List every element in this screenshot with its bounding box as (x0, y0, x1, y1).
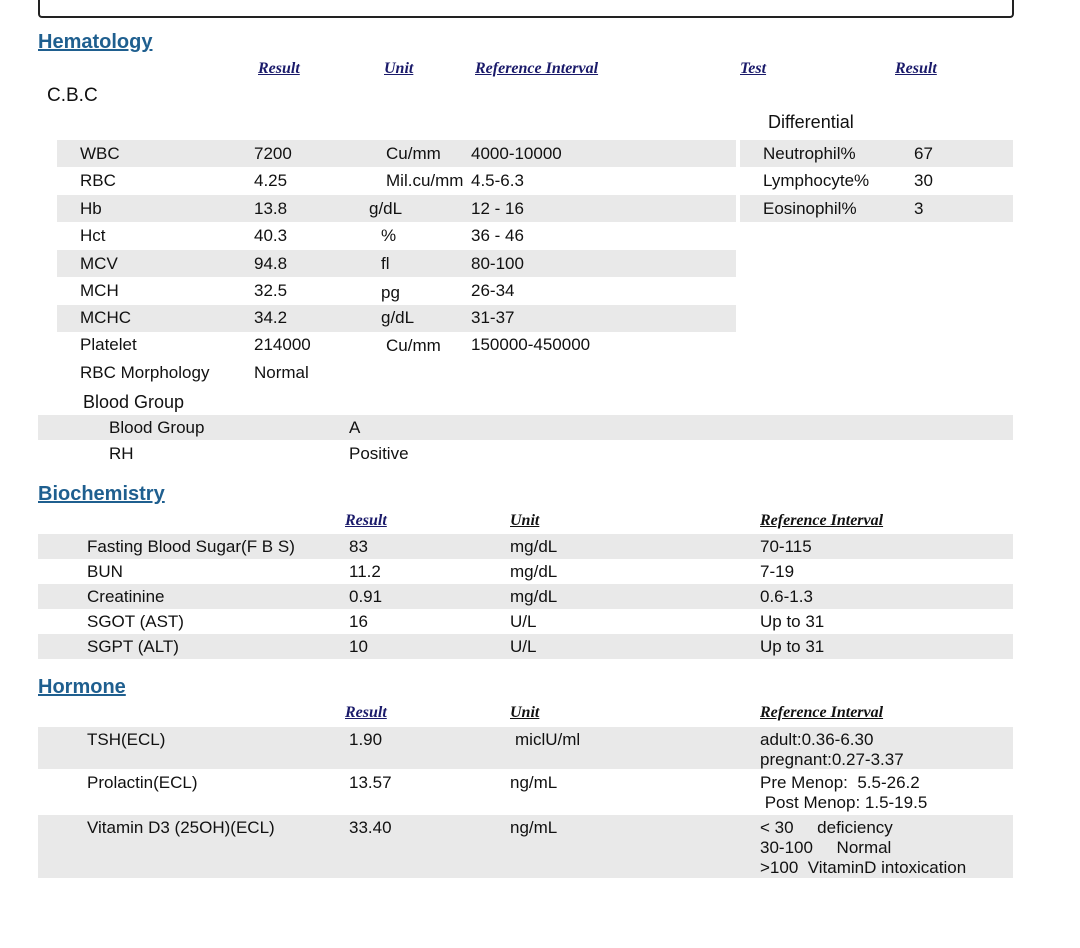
test-name: TSH(ECL) (87, 730, 166, 749)
test-reference: Pre Menop: 5.5-26.2 Post Menop: 1.5-19.5 (760, 773, 928, 812)
test-result: 94.8 (254, 254, 288, 273)
test-name: Platelet (80, 335, 137, 354)
section-title-hematology: Hematology (38, 31, 153, 53)
test-reference: 4.5-6.3 (471, 171, 524, 190)
column-header-result: Result (258, 60, 300, 77)
test-unit: Cu/mm (386, 144, 441, 163)
report-header-box (38, 0, 1014, 18)
column-header-result-differential: Result (895, 60, 937, 77)
test-reference: 150000-450000 (471, 335, 591, 354)
test-unit: g/dL (369, 199, 403, 218)
test-name: RBC Morphology (80, 363, 210, 382)
test-unit: Cu/mm (386, 336, 441, 355)
test-unit: U/L (510, 637, 537, 656)
test-unit: miclU/ml (515, 730, 581, 749)
row-band (57, 250, 736, 277)
test-name: Creatinine (87, 587, 165, 606)
section-title-biochemistry: Biochemistry (38, 483, 165, 505)
test-reference: 31-37 (471, 308, 515, 327)
blood-group-result: Positive (349, 444, 409, 463)
test-result: 16 (349, 612, 368, 631)
test-name: SGOT (AST) (87, 612, 184, 631)
test-result: 13.57 (349, 773, 392, 792)
test-name: MCH (80, 281, 119, 300)
test-result: 40.3 (254, 226, 288, 245)
test-result: 4.25 (254, 171, 288, 190)
blood-group-result: A (349, 418, 361, 437)
test-reference: 0.6-1.3 (760, 587, 813, 606)
test-name: Vitamin D3 (25OH)(ECL) (87, 818, 275, 837)
test-unit: mg/dL (510, 587, 558, 606)
differential-test: Eosinophil% (763, 199, 857, 218)
test-result: Normal (254, 363, 309, 382)
test-result: 11.2 (349, 562, 381, 581)
column-header-result: Result (345, 704, 387, 721)
test-reference: 4000-10000 (471, 144, 562, 163)
column-header-unit: Unit (510, 512, 540, 529)
test-reference: 12 - 16 (471, 199, 524, 218)
differential-test: Lymphocyte% (763, 171, 870, 190)
test-name: Fasting Blood Sugar(F B S) (87, 537, 295, 556)
test-result: 83 (349, 537, 368, 556)
test-reference: Up to 31 (760, 637, 825, 656)
test-name: MCHC (80, 308, 131, 327)
test-unit: Mil.cu/mm (386, 171, 464, 190)
test-name: RBC (80, 171, 116, 190)
test-unit: ng/mL (510, 818, 558, 837)
test-result: 13.8 (254, 199, 288, 218)
test-reference: < 30 deficiency 30-100 Normal >100 VitaminD intoxication (760, 818, 967, 877)
test-reference: Up to 31 (760, 612, 825, 631)
test-name: SGPT (ALT) (87, 637, 179, 656)
test-result: 214000 (254, 335, 311, 354)
test-reference: 36 - 46 (471, 226, 524, 245)
blood-group-test: RH (109, 444, 134, 463)
blood-group-title: Blood Group (83, 392, 185, 412)
test-unit: U/L (510, 612, 537, 631)
test-unit: % (381, 226, 397, 245)
test-result: 34.2 (254, 308, 288, 327)
column-header-result: Result (345, 512, 387, 529)
differential-result: 67 (914, 144, 933, 163)
differential-result: 3 (914, 199, 924, 218)
column-header-reference-interval: Reference Interval (475, 60, 599, 77)
test-result: 0.91 (349, 587, 383, 606)
test-name: Prolactin(ECL) (87, 773, 198, 792)
test-name: Hct (80, 226, 106, 245)
differential-test: Neutrophil% (763, 144, 856, 163)
test-name: WBC (80, 144, 120, 163)
test-unit: mg/dL (510, 537, 558, 556)
test-reference: 80-100 (471, 254, 524, 273)
test-reference: 70-115 (760, 537, 812, 556)
test-result: 7200 (254, 144, 292, 163)
test-result: 10 (349, 637, 368, 656)
column-header-reference-interval: Reference Interval (760, 704, 884, 721)
test-result: 32.5 (254, 281, 288, 300)
column-header-unit: Unit (510, 704, 540, 721)
test-unit: mg/dL (510, 562, 558, 581)
test-reference: adult:0.36-6.30 pregnant:0.27-3.37 (760, 730, 904, 769)
differential-title: Differential (768, 112, 854, 132)
test-unit: g/dL (381, 308, 415, 327)
cbc-title: C.B.C (47, 85, 98, 106)
test-unit: fl (381, 254, 390, 273)
column-header-unit: Unit (384, 60, 414, 77)
differential-result: 30 (914, 171, 933, 190)
test-name: MCV (80, 254, 118, 273)
column-header-test: Test (740, 60, 767, 77)
column-header-reference-interval: Reference Interval (760, 512, 884, 529)
test-result: 33.40 (349, 818, 392, 837)
blood-group-test: Blood Group (109, 418, 205, 437)
test-unit: ng/mL (510, 773, 558, 792)
section-title-hormone: Hormone (38, 676, 126, 698)
test-result: 1.90 (349, 730, 383, 749)
test-name: Hb (80, 199, 102, 218)
test-name: BUN (87, 562, 123, 581)
test-reference: 7-19 (760, 562, 795, 581)
test-reference: 26-34 (471, 281, 515, 300)
test-unit: pg (381, 283, 400, 302)
